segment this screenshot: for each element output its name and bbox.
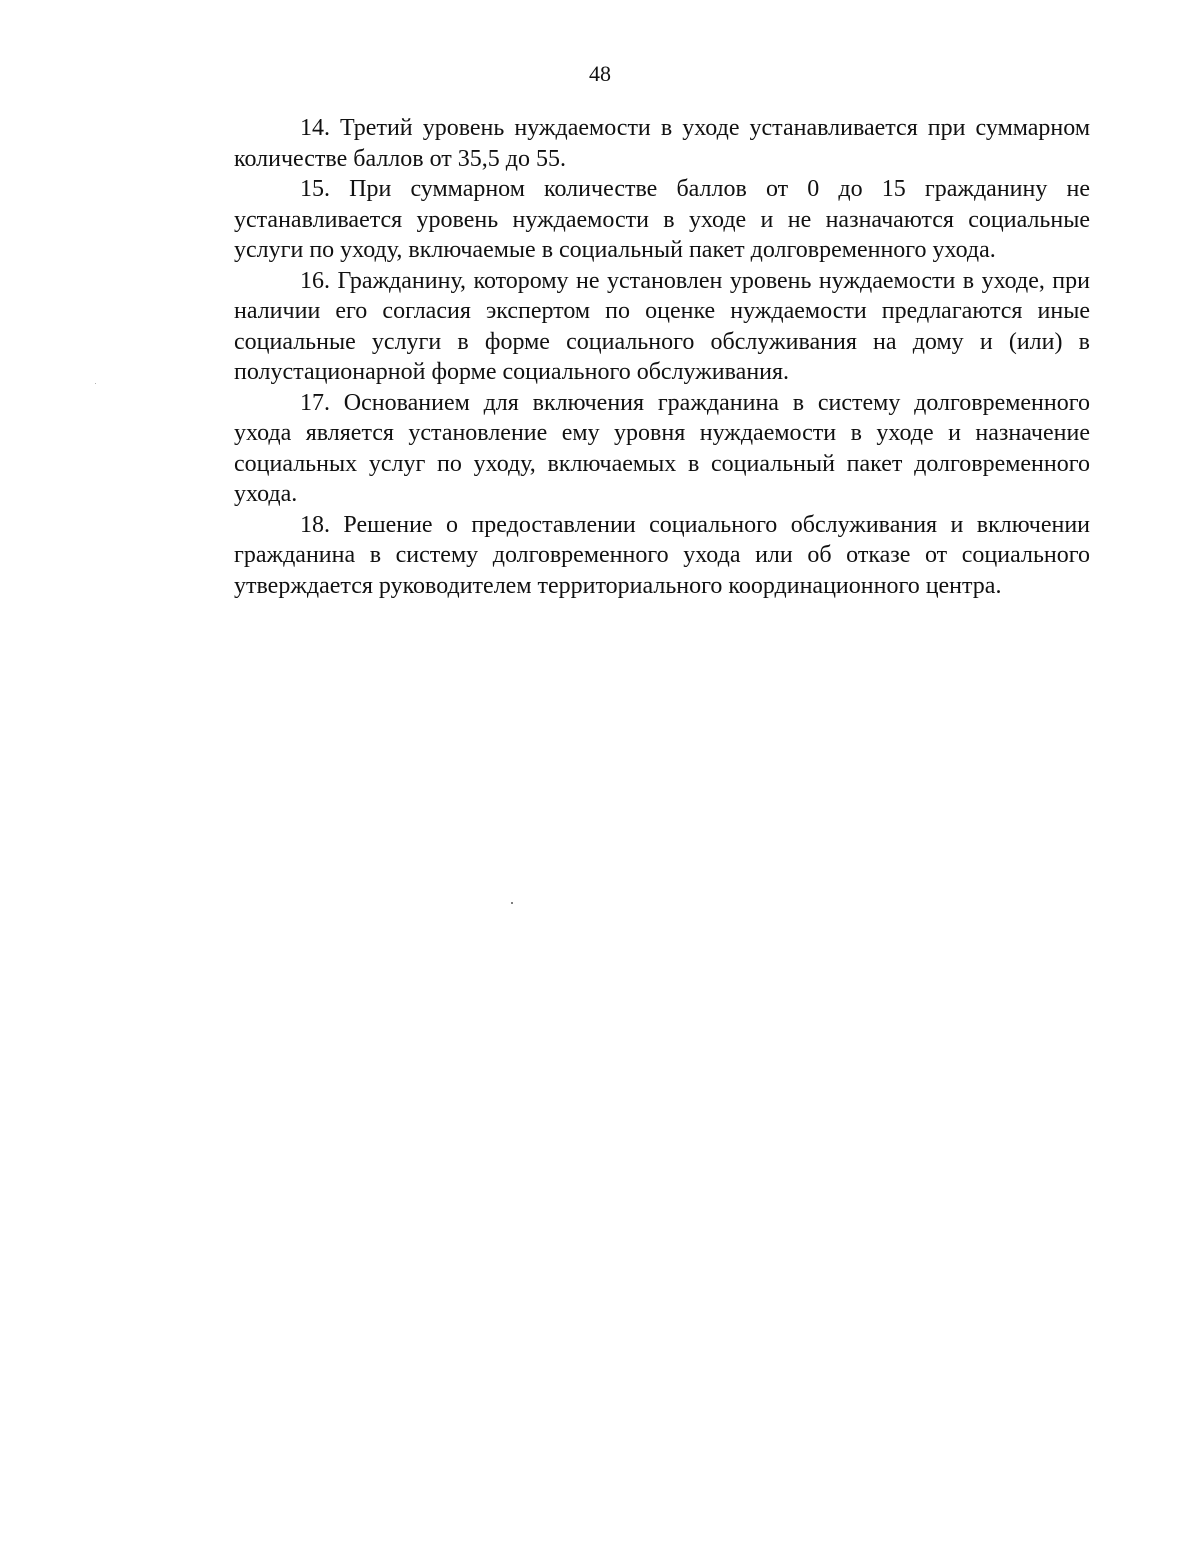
- scan-speck: [511, 902, 513, 904]
- paragraph-16: 16. Гражданину, которому не установлен уровень нуждаемости в уходе, при наличии его согласия экспертом по оценке нуждаемости предлагаются иные социальные услуги в форме социального обслуживания на дому и (или) в полустационарной форме социального обслуживания.: [234, 267, 1090, 385]
- scan-speck: [95, 383, 96, 384]
- page-number: 48: [589, 61, 611, 86]
- paragraph-17: 17. Основанием для включения гражданина в систему долговременного ухода является установление ему уровня нуждаемости в уходе и назначение социальных услуг по уходу, включаемых в социальный пакет долговременного ухода.: [234, 389, 1090, 507]
- paragraph-18: 18. Решение о предоставлении социального обслуживания и включении гражданина в систему долговременного ухода или об отказе от социального утверждается руководителем территориального координационного центра.: [234, 511, 1090, 599]
- document-body: [234, 113, 1090, 601]
- paragraph-14: 14. Третий уровень нуждаемости в уходе устанавливается при суммарном количестве баллов от 35,5 до 55.: [234, 115, 1090, 172]
- paragraph-15: 15. При суммарном количестве баллов от 0 до 15 гражданину не устанавливается уровень нуждаемости в уходе и не назначаются социальные услуги по уходу, включаемые в социальный пакет долговременного ухода.: [234, 176, 1090, 263]
